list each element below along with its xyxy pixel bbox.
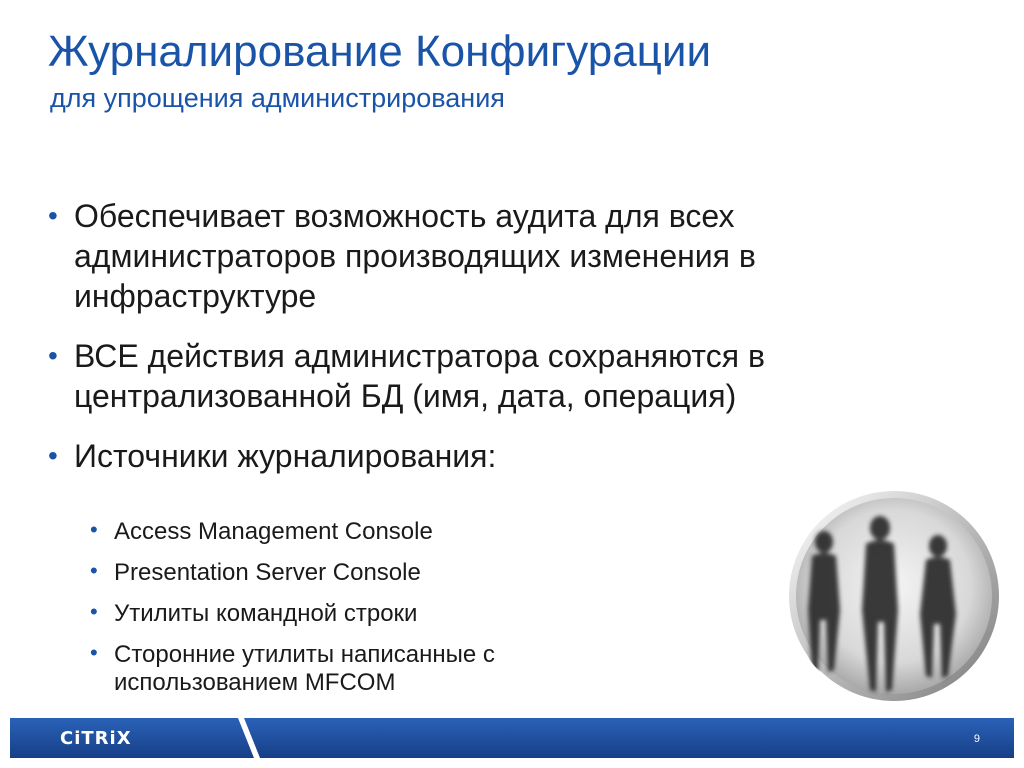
bullet-dot-icon: • <box>48 440 58 471</box>
sub-bullet-text: Access Management Console <box>114 518 433 545</box>
sub-bullet-item <box>90 518 610 546</box>
bullet-text: Обеспечивает возможность аудита для всех администраторов производящих изменения в инфраструктуре <box>74 198 756 314</box>
sub-bullet-dot-icon: • <box>90 640 98 665</box>
slide-subtitle: для упрощения администрирования <box>50 83 505 113</box>
bullet-item <box>48 336 954 416</box>
bullet-item <box>48 196 954 316</box>
sub-bullet-item <box>90 641 610 697</box>
bullet-text: ВСЕ действия администратора сохраняются в централизованной БД (имя, дата, операция) <box>74 338 765 414</box>
footer-bar <box>10 718 1014 758</box>
sub-bullet-dot-icon: • <box>90 558 98 583</box>
sub-bullet-text: Утилиты командной строки <box>114 600 418 627</box>
sub-bullet-item <box>90 600 610 628</box>
bullet-item <box>48 436 948 476</box>
sub-bullet-item <box>90 559 610 587</box>
sub-bullet-dot-icon: • <box>90 517 98 542</box>
sub-bullet-text: Presentation Server Console <box>114 559 421 586</box>
sub-bullet-text: Сторонние утилиты написанные с использованием MFCOM <box>114 641 495 696</box>
citrix-logo: CiTRiX <box>60 728 132 749</box>
bullet-text: Источники журналирования: <box>74 438 497 474</box>
page-number: 9 <box>973 733 980 745</box>
people-silhouettes-image <box>788 490 1000 702</box>
slide-title: Журналирование Конфигурации <box>48 27 712 76</box>
people-silhouettes-icon <box>788 490 1000 702</box>
bullet-list <box>48 196 948 496</box>
bullet-dot-icon: • <box>48 200 58 231</box>
sub-bullet-dot-icon: • <box>90 599 98 624</box>
bullet-dot-icon: • <box>48 340 58 371</box>
sub-bullet-list <box>90 518 610 710</box>
